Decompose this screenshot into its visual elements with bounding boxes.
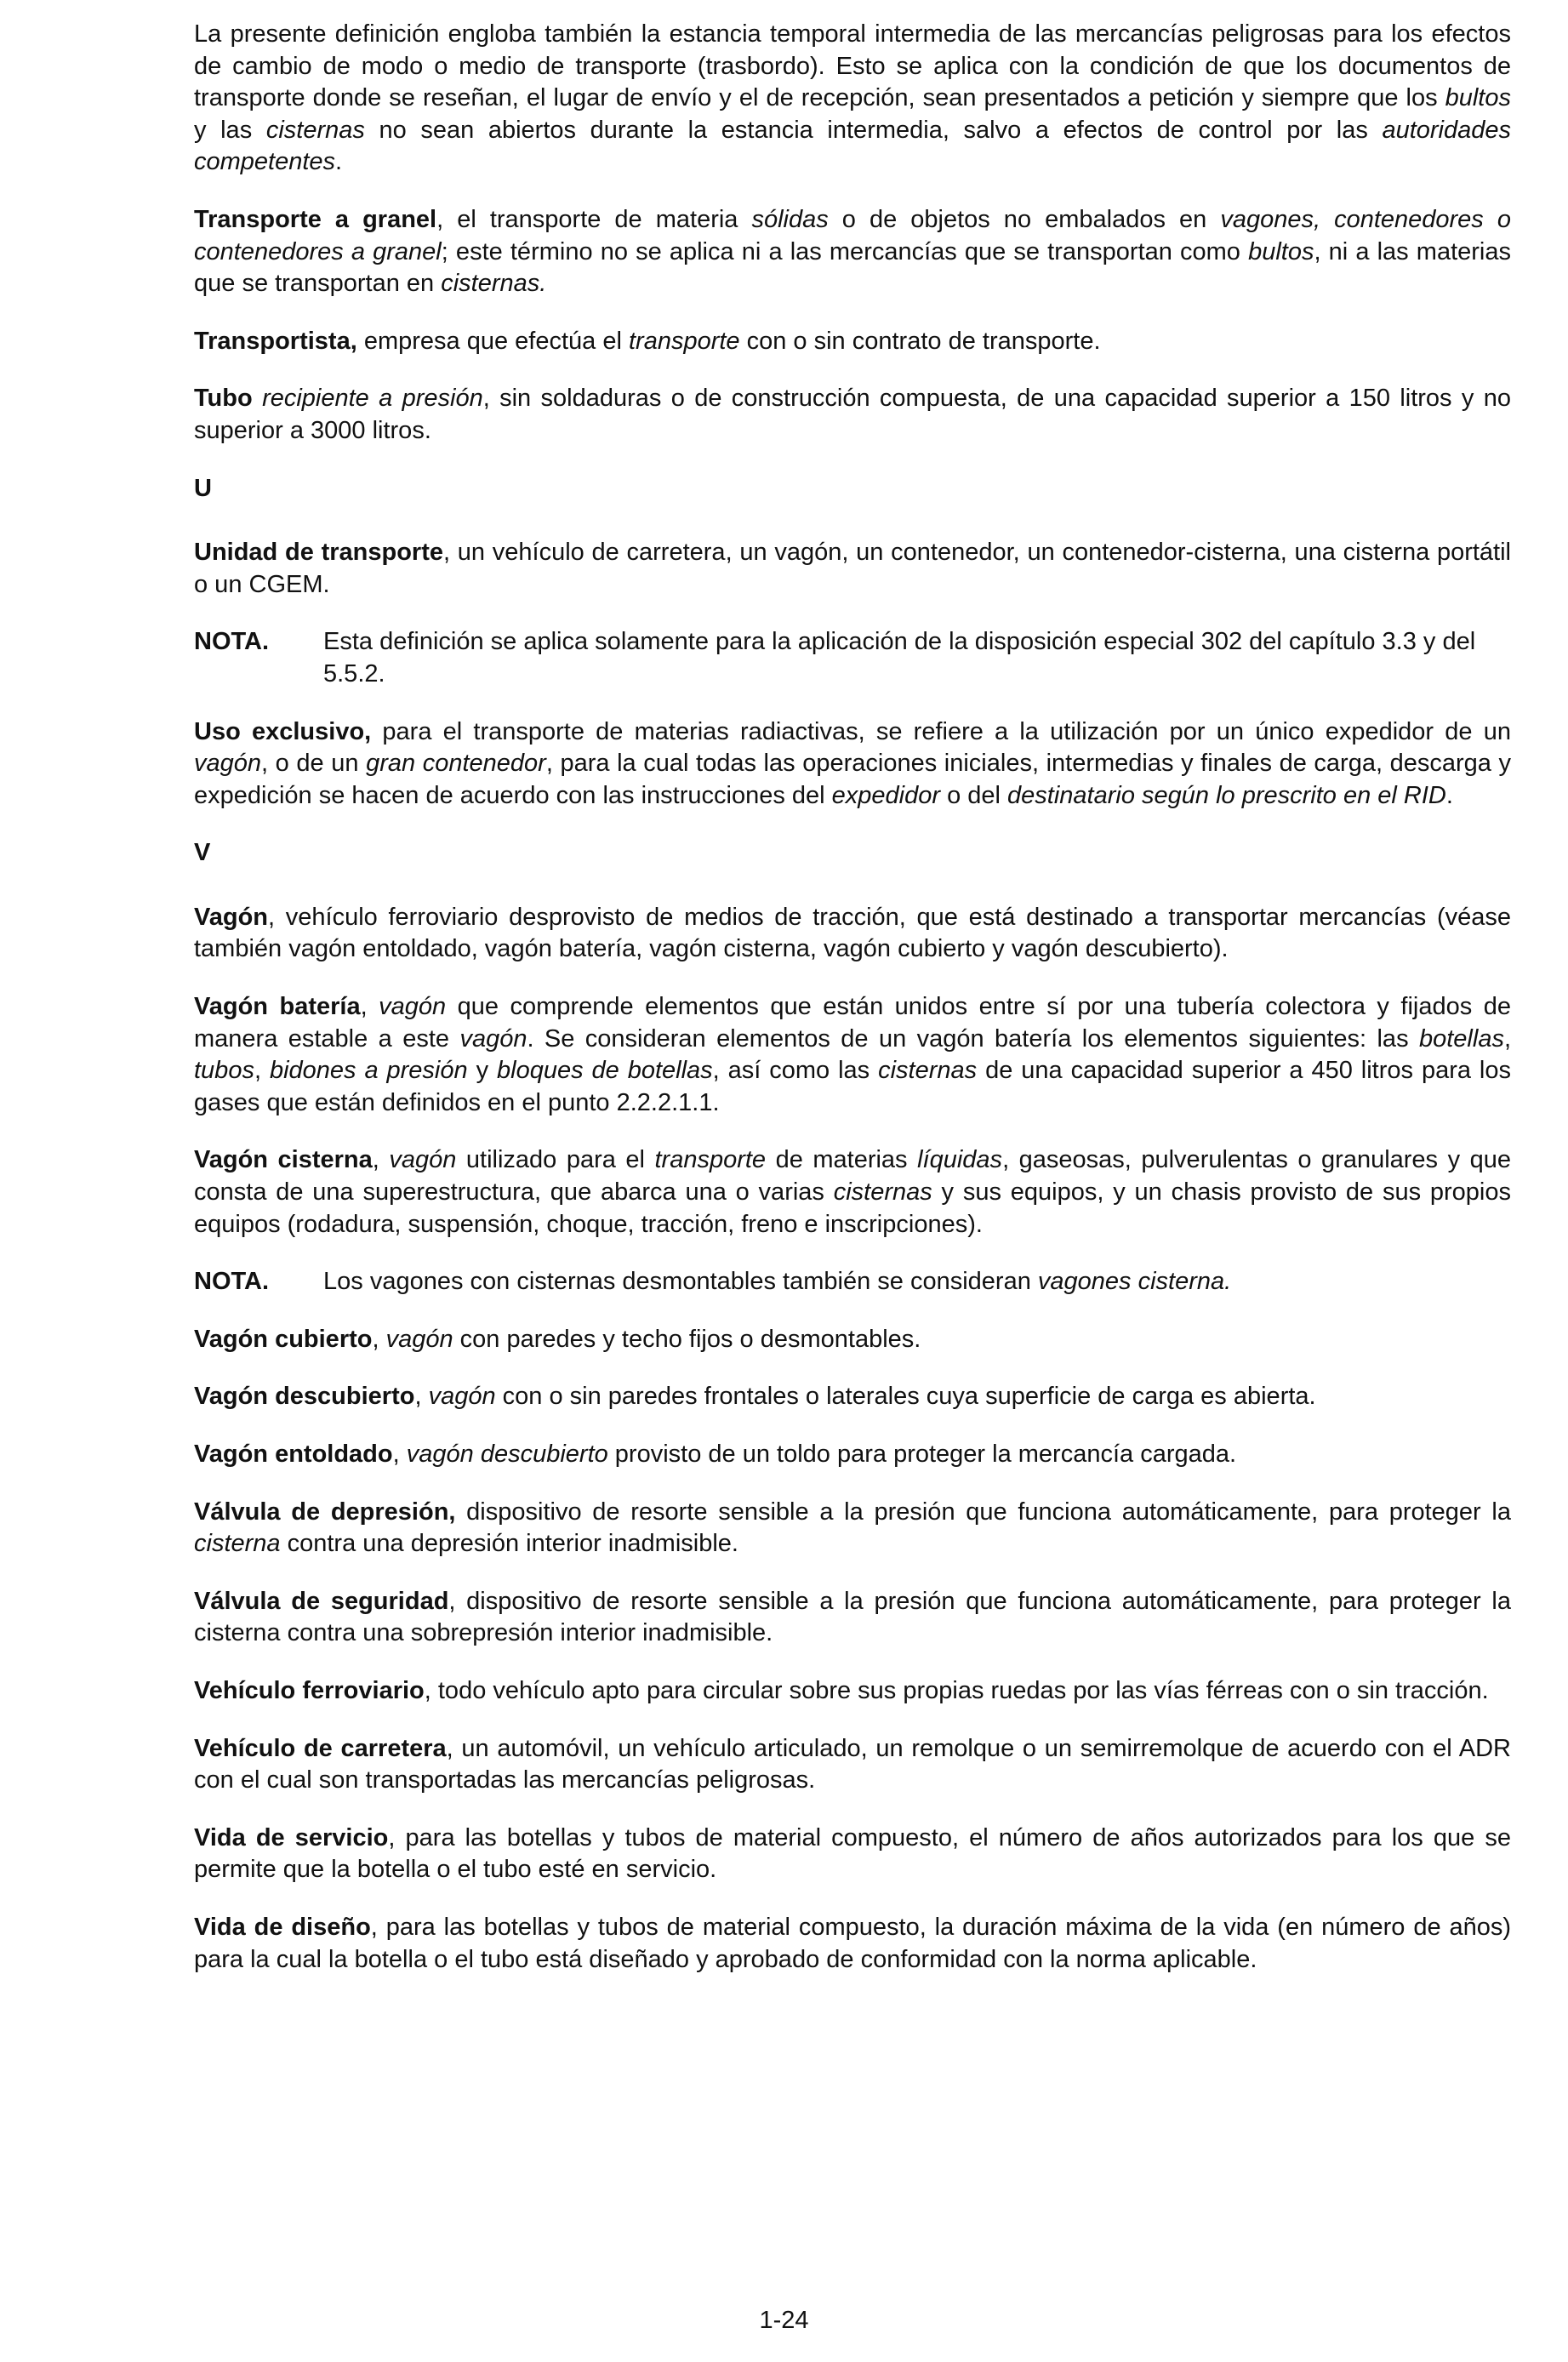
paragraph-text: La presente definición engloba también la estancia temporal intermedia de las mercancías peligrosas para los efectos de cambio de modo o medio de transporte (trasbordo). Esto se aplica con la condición de que los documentos de transporte donde se reseñan, el lugar de envío y el de recepción, sean presentados a petición y siempre que los	[194, 20, 1511, 112]
defined-term: Vagón entoldado	[194, 1441, 393, 1468]
definition-paragraph	[194, 1733, 1511, 1797]
emphasized-text: cisternas.	[441, 270, 547, 298]
definition-paragraph	[194, 716, 1511, 813]
paragraph-text: con paredes y techo fijos o desmontables.	[453, 1325, 921, 1353]
paragraph-text: , un vehículo de carretera, un vagón, un contenedor, un contenedor-cisterna, una cisterna portátil o un CGEM.	[194, 539, 1511, 598]
defined-term: Transportista,	[194, 327, 357, 355]
paragraph-text: , el transporte de materia	[436, 205, 752, 233]
emphasized-text: cisternas	[265, 116, 365, 144]
defined-term: Vida de servicio	[194, 1823, 389, 1851]
section-letter-v: V	[194, 839, 211, 867]
definition-paragraph	[194, 326, 1511, 358]
paragraph-text: provisto de un toldo para proteger la mercancía cargada.	[607, 1441, 1237, 1468]
emphasized-text: bloques de botellas	[497, 1057, 713, 1085]
paragraph-text: que comprende elementos que están unidos entre sí por una tubería colectora y fijados de manera estable a este	[194, 993, 1511, 1053]
paragraph-text: utilizado para el	[456, 1146, 655, 1174]
paragraph-text: .	[335, 148, 343, 176]
paragraph-text: Esta definición se aplica solamente para la aplicación de la disposición especial 302 del capítulo 3.3 y del 5.5.2.	[323, 628, 1476, 687]
document-page	[194, 19, 1511, 2001]
emphasized-text: autoridades competentes	[194, 116, 1511, 176]
defined-term: Válvula de depresión,	[194, 1498, 456, 1526]
emphasized-text: transporte	[654, 1146, 767, 1174]
emphasized-text: vagón	[428, 1383, 496, 1411]
defined-term: Vida de diseño	[194, 1913, 371, 1941]
paragraph-text: , así como las	[712, 1057, 879, 1085]
paragraph-text: , gaseosas, pulverulentas o granulares y que consta de una superestructura, que abarca una o varias	[194, 1146, 1511, 1207]
paragraph-text: , sin soldaduras o de construcción compuesta, de una capacidad superior a 150 litros y no superior a 3000 litros.	[194, 385, 1511, 444]
paragraph-text: , un automóvil, un vehículo articulado, un remolque o un semirremolque de acuerdo con el ADR con el cual son transportadas las mercancías peligrosas.	[194, 1734, 1511, 1794]
emphasized-text: bultos	[1248, 237, 1314, 265]
definition-paragraph	[194, 1144, 1511, 1241]
emphasized-text: destinatario según lo prescrito en el RID	[1007, 781, 1446, 809]
definition-paragraph	[194, 204, 1511, 300]
paragraph-text: no sean abiertos durante la estancia intermedia, salvo a efectos de control por las	[364, 116, 1383, 144]
definition-paragraph	[194, 1912, 1511, 1976]
paragraph-text: , para las botellas y tubos de material compuesto, la duración máxima de la vida (en número de años) para la cual la botella o el tubo está diseñado y aprobado de conformidad con la norma aplicable.	[194, 1913, 1511, 1973]
emphasized-text: cisternas	[878, 1057, 978, 1085]
emphasized-text: bidones a presión	[269, 1057, 468, 1085]
emphasized-text: vagones cisterna.	[1037, 1268, 1232, 1296]
paragraph-text: ,	[360, 993, 379, 1021]
paragraph-text	[253, 385, 262, 412]
defined-term: Vagón cubierto	[194, 1325, 373, 1353]
emphasized-text: vagón	[385, 1325, 453, 1353]
emphasized-text: vagón	[379, 993, 447, 1021]
defined-term: Tubo	[194, 385, 253, 413]
defined-term: Vagón batería	[194, 993, 361, 1021]
definition-paragraph	[194, 1439, 1511, 1471]
note-label: NOTA.	[194, 1268, 270, 1296]
paragraph-text: empresa que efectúa el	[356, 327, 629, 355]
note-block	[194, 1266, 1511, 1298]
paragraph-text: de una capacidad superior a 450 litros para los gases que están definidos en el punto 2.2.2.1.1.	[194, 1057, 1511, 1116]
emphasized-text: líquidas	[917, 1146, 1003, 1174]
emphasized-text: vagón	[459, 1024, 527, 1053]
defined-term: Vehículo de carretera	[194, 1734, 447, 1762]
paragraph-text: ,	[372, 1325, 386, 1353]
paragraph-text: con o sin contrato de transporte.	[739, 327, 1101, 355]
paragraph-text: , vehículo ferroviario desprovisto de medios de tracción, que está destinado a transportar mercancías (véase también vagón entoldado, vagón batería, vagón cisterna, vagón cubierto y vagón descubierto).	[194, 903, 1511, 963]
paragraph-text: y sus equipos, y un chasis provisto de sus propios equipos (rodadura, suspensión, choque, tracción, freno e inscripciones).	[194, 1178, 1511, 1238]
emphasized-text: recipiente a presión	[262, 385, 483, 413]
paragraph-text: ,	[392, 1441, 407, 1468]
paragraph-text: ,	[254, 1057, 270, 1085]
section-letter-u: U	[194, 474, 212, 502]
emphasized-text: tubos	[194, 1057, 254, 1085]
paragraph-text: , todo vehículo apto para circular sobre sus propias ruedas por las vías férreas con o sin tracción.	[424, 1676, 1489, 1704]
emphasized-text: vagón	[194, 750, 262, 778]
definition-paragraph	[194, 1497, 1511, 1560]
emphasized-text: vagón descubierto	[406, 1441, 608, 1468]
paragraph-text: , ni a las materias que se transportan en	[194, 237, 1511, 298]
emphasized-text: botellas	[1418, 1024, 1504, 1053]
defined-term: Unidad de transporte	[194, 539, 443, 567]
emphasized-text: vagón	[389, 1146, 457, 1174]
defined-term: Vagón cisterna	[194, 1146, 373, 1174]
note-text	[323, 626, 1511, 690]
paragraph-text: ,	[1503, 1024, 1512, 1053]
paragraph-text: ,	[372, 1146, 390, 1174]
defined-term: Vagón descubierto	[194, 1383, 415, 1411]
paragraph-text: ,	[414, 1383, 429, 1411]
paragraph-text: contra una depresión interior inadmisible.	[280, 1530, 738, 1558]
defined-term: Uso exclusivo,	[194, 717, 372, 745]
definition-paragraph	[194, 991, 1511, 1119]
page-number: 1-24	[759, 2307, 809, 2334]
paragraph-text: , para la cual todas las operaciones iniciales, intermedias y finales de carga, descarga y expedición se hacen de acuerdo con las instrucciones del	[194, 750, 1511, 809]
paragraph-text: y las	[194, 116, 266, 144]
paragraph-text: , para las botellas y tubos de material compuesto, el número de años autorizados para los que se permite que la botella o el tubo esté en servicio.	[194, 1823, 1511, 1884]
definition-paragraph	[194, 1675, 1511, 1708]
emphasized-text: cisterna	[194, 1530, 281, 1558]
definition-paragraph	[194, 383, 1511, 447]
defined-term: Transporte a granel	[194, 205, 437, 233]
emphasized-text: vagones, contenedores o contenedores a granel	[194, 205, 1511, 265]
paragraph-text: dispositivo de resorte sensible a la presión que funciona automáticamente, para proteger la	[455, 1498, 1511, 1526]
definition-paragraph	[194, 537, 1511, 601]
definition-paragraph	[194, 1823, 1511, 1886]
paragraph-text: . Se consideran elementos de un vagón batería los elementos siguientes: las	[527, 1024, 1419, 1053]
paragraph-text: ; este término no se aplica ni a las mercancías que se transportan como	[441, 237, 1249, 265]
note-label: NOTA.	[194, 628, 270, 656]
emphasized-text: expedidor	[831, 781, 941, 809]
definition-paragraph	[194, 1381, 1511, 1413]
note-text	[323, 1266, 1511, 1298]
definition-paragraph	[194, 19, 1511, 179]
paragraph-text: o de objetos no embalados en	[828, 205, 1221, 233]
defined-term: Vagón	[194, 903, 269, 931]
paragraph-text: de materias	[766, 1146, 918, 1174]
paragraph-text: Los vagones con cisternas desmontables también se consideran	[323, 1268, 1038, 1296]
emphasized-text: transporte	[628, 327, 740, 355]
paragraph-text: para el transporte de materias radiactivas, se refiere a la utilización por un único expedidor de un	[371, 717, 1511, 745]
emphasized-text: cisternas	[833, 1178, 932, 1207]
paragraph-text: .	[1445, 781, 1453, 809]
definition-paragraph	[194, 1324, 1511, 1356]
paragraph-text: , o de un	[261, 750, 367, 778]
definition-paragraph	[194, 902, 1511, 966]
emphasized-text: bultos	[1445, 84, 1511, 112]
defined-term: Válvula de seguridad	[194, 1587, 449, 1615]
emphasized-text: gran contenedor	[366, 750, 546, 778]
paragraph-text: y	[467, 1057, 497, 1085]
definition-paragraph	[194, 1586, 1511, 1650]
paragraph-text: , dispositivo de resorte sensible a la presión que funciona automáticamente, para proteger la cisterna contra una sobrepresión interior inadmisible.	[194, 1587, 1511, 1647]
paragraph-text: con o sin paredes frontales o laterales cuya superficie de carga es abierta.	[495, 1383, 1316, 1411]
paragraph-text: o del	[940, 781, 1008, 809]
defined-term: Vehículo ferroviario	[194, 1676, 425, 1704]
emphasized-text: sólidas	[751, 205, 829, 233]
note-block	[194, 626, 1511, 690]
